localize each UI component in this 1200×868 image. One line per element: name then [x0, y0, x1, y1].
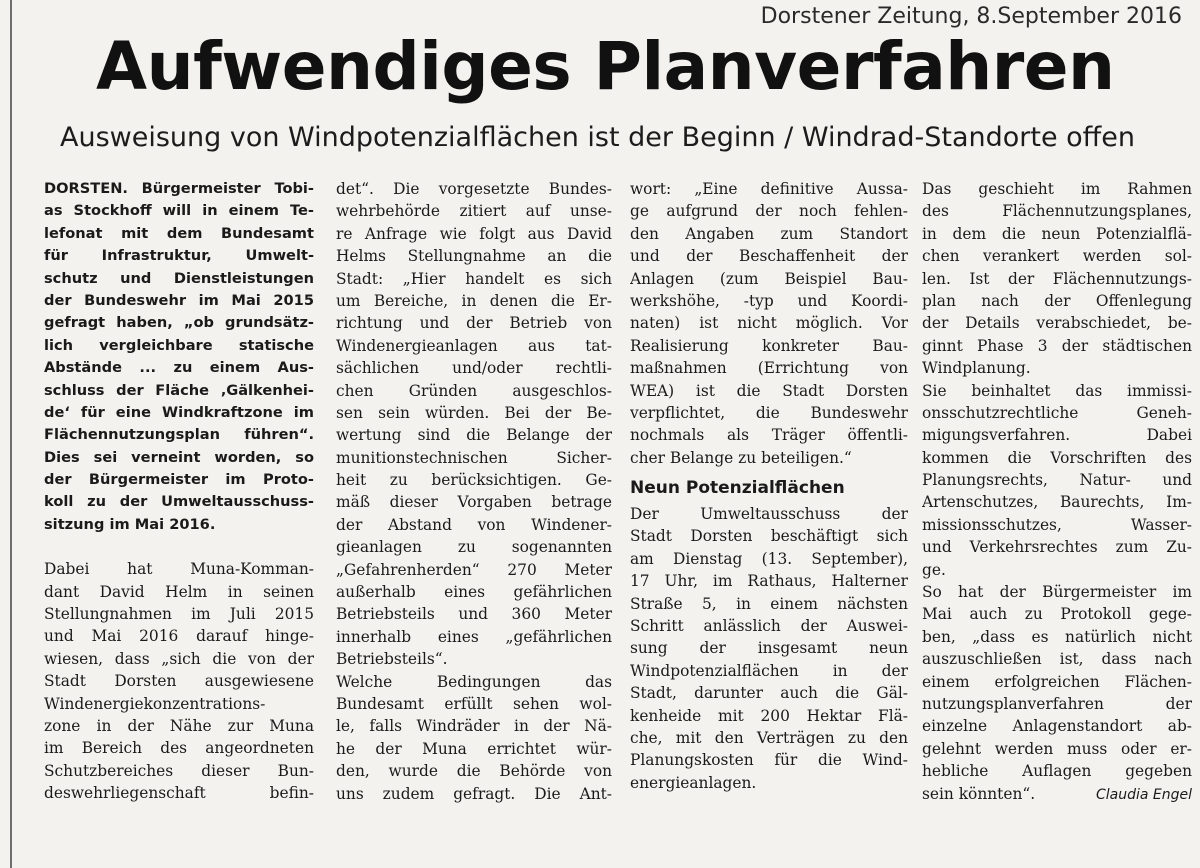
text-line: Mai auch zu Protokoll gege- — [922, 605, 1192, 624]
text-line: mäß dieser Vorgaben betrage — [336, 493, 612, 512]
text-line: Flächennutzungsplan führen“. — [44, 426, 314, 444]
text-line: 17 Uhr, im Rathaus, Halterner — [630, 572, 908, 591]
text-line: des Flächennutzungsplanes, — [922, 202, 1192, 221]
page-edge-line — [10, 0, 12, 868]
text-line: Stellungnahmen im Juli 2015 — [44, 605, 314, 624]
text-line: che, mit den Verträgen zu den — [630, 728, 908, 747]
text-line: einem erfolgreichen Flächen- — [922, 672, 1192, 691]
text-line: Windenergiekonzentrations- — [44, 694, 266, 713]
text-line: der Details verabschiedet, be- — [922, 314, 1192, 333]
text-line: Das geschieht im Rahmen — [922, 180, 1192, 198]
text-line: um Bereiche, in denen die Er- — [336, 291, 612, 310]
text-line: as Stockhoff will in einem Te- — [44, 202, 314, 220]
text-line: sen sein würden. Bei der Be- — [336, 403, 612, 422]
text-line: Windpotenzialflächen in der — [630, 661, 908, 680]
text-line: Dabei hat Muna-Komman- — [44, 560, 314, 579]
text-line: cher Belange zu beteiligen.“ — [630, 448, 852, 467]
text-line: Stadt Dorsten beschäftigt sich — [630, 527, 908, 546]
text-line: Dies sei verneint worden, so — [44, 448, 314, 466]
text-line: le, falls Windräder in der Nä- — [336, 717, 612, 736]
headline: Aufwendiges Planverfahren — [96, 28, 1115, 105]
text-line: Bundesamt erfüllt sehen wol- — [336, 694, 612, 713]
text-line: So hat der Bürgermeister im — [922, 583, 1192, 602]
text-line: Stadt, darunter auch die Gäl- — [630, 684, 908, 703]
text-line: naten) ist nicht möglich. Vor — [630, 314, 908, 333]
column-3 — [630, 178, 908, 794]
text-line: ge aufgrund der noch fehlen- — [630, 202, 908, 221]
text-line: lich vergleichbare statische — [44, 336, 314, 354]
text-line: Stadt: „Hier handelt es sich — [336, 269, 612, 288]
text-line: Der Umweltausschuss der — [630, 505, 908, 524]
text-line: nochmals als Träger öffentli- — [630, 426, 908, 445]
text-line: nutzungsplanverfahren der — [922, 694, 1192, 713]
text-line: gefragt haben, „ob grundsätz- — [44, 314, 314, 332]
text-line: Planungsrechts, Natur- und — [922, 471, 1192, 490]
text-line: len. Ist der Flächennutzungs- — [922, 269, 1192, 288]
text-line: innerhalb eines „gefährlichen — [336, 627, 612, 646]
text-line: re Anfrage wie folgt aus David — [336, 224, 612, 243]
text-line: Windplanung. — [922, 359, 1031, 378]
text-line: munitionstechnischen Sicher- — [336, 448, 612, 467]
text-line: richtung und der Betrieb von — [336, 314, 612, 333]
text-line: sitzung im Mai 2016. — [44, 515, 216, 533]
text-line: det“. Die vorgesetzte Bundes- — [336, 180, 612, 198]
text-line: koll zu der Umweltausschuss- — [44, 493, 314, 511]
text-line: Straße 5, in einem nächsten — [630, 594, 908, 613]
subheadline: Ausweisung von Windpotenzialflächen ist der Beginn / Windrad-Standorte offen — [60, 122, 1135, 153]
text-line: WEA) ist die Stadt Dorsten — [630, 381, 908, 400]
text-line: „Gefahrenherden“ 270 Meter — [336, 560, 612, 579]
text-line: und Verkehrsrechtes zum Zu- — [922, 538, 1192, 557]
text-line: Sie beinhaltet das immissi- — [922, 381, 1192, 400]
text-line: den Angaben zum Standort — [630, 224, 908, 243]
column-3-top — [630, 178, 908, 469]
text-line: de‘ für eine Windkraftzone im — [44, 403, 314, 421]
text-line: Artenschutzes, Baurechts, Im- — [922, 493, 1192, 512]
text-line: gieanlagen zu sogenannten — [336, 538, 612, 557]
text-line: kenheide mit 200 Hektar Flä- — [630, 706, 908, 725]
text-line: missionsschutzes, Wasser- — [922, 515, 1192, 534]
text-line: Planungskosten für die Wind- — [630, 751, 908, 770]
text-line: Betriebsteils“. — [336, 650, 448, 669]
newspaper-source: Dorstener Zeitung, 8.September 2016 — [760, 4, 1182, 29]
column-3-bottom — [630, 503, 908, 794]
text-line: den, wurde die Behörde von — [336, 762, 612, 781]
text-line: heit zu berücksichtigen. Ge- — [336, 471, 612, 490]
text-line: he der Muna errichtet wür- — [336, 739, 612, 758]
text-line: schluss der Fläche ‚Gälkenhei- — [44, 381, 314, 399]
text-line: der Bürgermeister im Proto- — [44, 471, 314, 489]
text-line: ben, „dass es natürlich nicht — [922, 627, 1192, 646]
text-line: DORSTEN. Bürgermeister Tobi- — [44, 180, 314, 197]
column-1 — [44, 178, 314, 805]
text-line: auszuschließen ist, dass nach — [922, 650, 1192, 669]
column-4-body — [922, 178, 1192, 783]
text-line: ge. — [922, 560, 946, 579]
text-line: Realisierung konkreter Bau- — [630, 336, 908, 355]
text-line: sächlichen und/oder rechtli- — [336, 359, 612, 378]
text-line: wort: „Eine definitive Aussa- — [630, 180, 908, 198]
text-line: Welche Bedingungen das — [336, 672, 612, 691]
text-line: lefonat mit dem Bundesamt — [44, 224, 314, 242]
text-line: wiesen, dass „sich die von der — [44, 649, 314, 668]
section-subhead: Neun Potenzialflächen — [630, 478, 845, 499]
text-line: einzelne Anlagenstandort ab- — [922, 717, 1192, 736]
column-2 — [336, 178, 612, 805]
text-line: am Dienstag (13. September), — [630, 549, 908, 568]
text-line: verpflichtet, die Bundeswehr — [630, 403, 908, 422]
text-line: maßnahmen (Errichtung von — [630, 359, 908, 378]
text-line: der Abstand von Windener- — [336, 515, 612, 534]
text-line: plan nach der Offenlegung — [922, 291, 1192, 310]
column-4 — [922, 178, 1192, 805]
text-line: deswehrliegenschaft befin- — [44, 784, 314, 803]
text-line: außerhalb eines gefährlichen — [336, 583, 612, 602]
text-line: Windenergieanlagen aus tat- — [336, 336, 612, 355]
text-line: chen Gründen ausgeschlos- — [336, 381, 612, 400]
text-line: der Bundeswehr im Mai 2015 — [44, 291, 314, 309]
lead-paragraph — [44, 178, 314, 536]
text-line: zone in der Nähe zur Muna — [44, 716, 314, 735]
text-line: kommen die Vorschriften des — [922, 448, 1192, 467]
text-line: Stadt Dorsten ausgewiesene — [44, 672, 314, 691]
text-line: sung der insgesamt neun — [630, 639, 908, 658]
text-line: schutz und Dienstleistungen — [44, 269, 314, 287]
closing-text: sein könnten“. — [922, 784, 1036, 803]
text-line: im Bereich des angeordneten — [44, 739, 314, 758]
text-line: onsschutzrechtliche Geneh- — [922, 403, 1192, 422]
text-line: ginnt Phase 3 der städtischen — [922, 336, 1192, 355]
text-line: migungsverfahren. Dabei — [922, 426, 1192, 445]
column-1-body — [44, 558, 314, 804]
author-byline: Claudia Engel — [1095, 786, 1192, 803]
text-line: für Infrastruktur, Umwelt- — [44, 247, 314, 265]
text-line: Helms Stellungnahme an die — [336, 247, 612, 266]
text-line: energieanlagen. — [630, 773, 757, 792]
text-line: Betriebsteils und 360 Meter — [336, 605, 612, 624]
text-line: dant David Helm in seinen — [44, 582, 314, 601]
text-line: Abstände ... zu einem Aus- — [44, 359, 314, 377]
text-line: Schutzbereiches dieser Bun- — [44, 761, 314, 780]
text-line: und der Beschaffenheit der — [630, 247, 908, 266]
text-line: gelehnt werden muss oder er- — [922, 739, 1192, 758]
text-line: Schritt anlässlich der Auswei- — [630, 617, 908, 636]
text-line: uns zudem gefragt. Die Ant- — [336, 784, 612, 803]
text-line: hebliche Auflagen gegeben — [922, 762, 1192, 781]
text-line: chen verankert werden sol- — [922, 247, 1192, 266]
text-line: in dem die neun Potenzialflä- — [922, 224, 1192, 243]
text-line: und Mai 2016 darauf hinge- — [44, 627, 314, 646]
text-line: Anlagen (zum Beispiel Bau- — [630, 269, 908, 288]
text-line: werkshöhe, -typ und Koordi- — [630, 291, 908, 310]
text-line: wehrbehörde zitiert auf unse- — [336, 202, 612, 221]
text-line: wertung sind die Belange der — [336, 426, 612, 445]
closing-line — [922, 783, 1192, 805]
